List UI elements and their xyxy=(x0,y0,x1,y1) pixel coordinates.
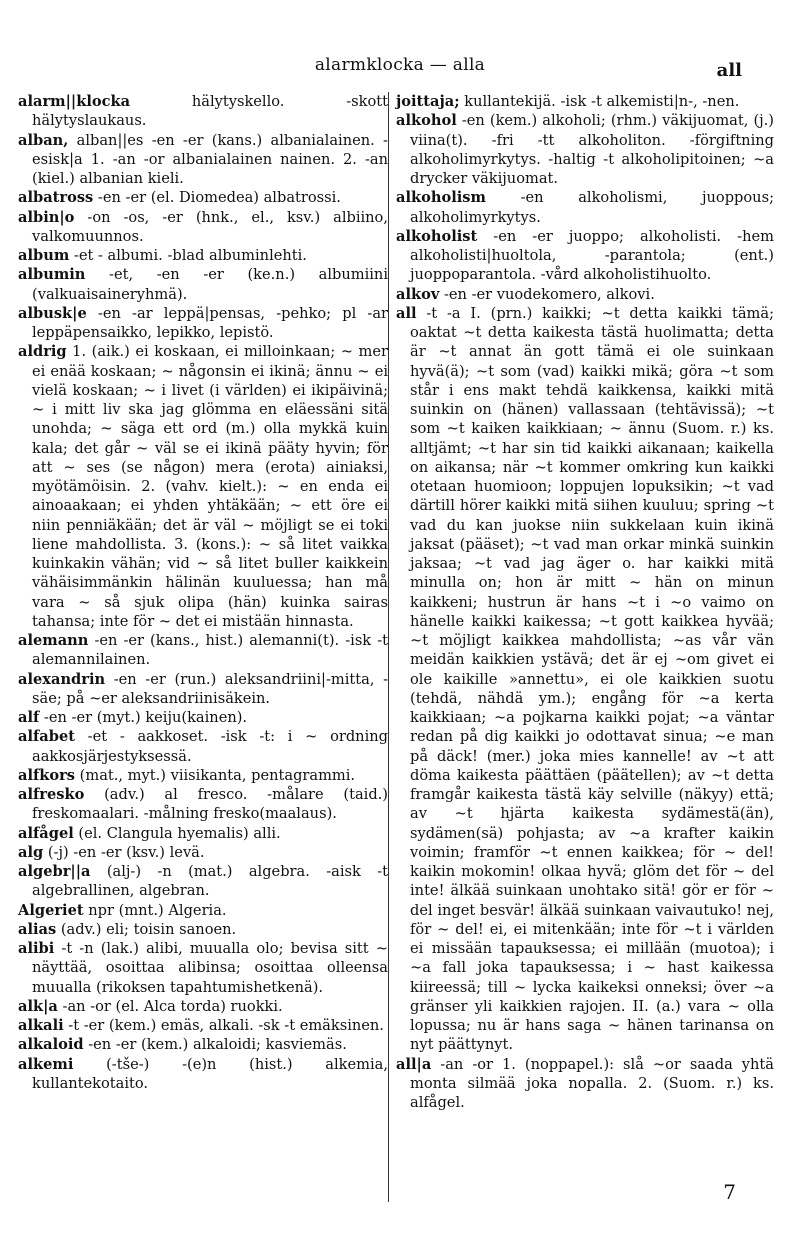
headword: alf xyxy=(18,709,40,726)
entry: alkoholism -en alkoholismi, juoppous; alkoholimyrkytys. xyxy=(396,189,774,226)
headword: alkov xyxy=(396,285,440,303)
entry: albusk|e -en -ar leppä|pensas, -pehko; pl -ar leppäpensaikko, lepikko, lepistö. xyxy=(18,304,388,341)
headword: all xyxy=(396,304,417,322)
entry: alkohol -en (kem.) alkoholi; (rhm.) väkijuomat, (j.) viina(t). -fri -tt alkoholiton. -förgiftning alkoholimyrkytys. -haltig -t alkoholipitoinen; ~a drycker väkijuomat. xyxy=(396,112,774,187)
entry: albatross -en -er (el. Diomedea) albatrossi. xyxy=(18,189,341,207)
right-column xyxy=(396,92,774,1112)
headword: alarm||klocka xyxy=(18,93,131,110)
entry: alkoholist -en -er juoppo; alkoholisti. -hem alkoholisti|huoltola, -parantola; (ent.) juoppoparantola. -vård alkoholistihuolto. xyxy=(396,227,774,284)
entry: all|a -an -or 1. (noppapel.): slå ~or saada yhtä monta silmää joka nopalla. 2. (Suom. r.) ks. alfågel. xyxy=(396,1055,774,1111)
entry: alfabet -et - aakkoset. -isk -t: i ~ ordning aakkosjärjestyksessä. xyxy=(18,728,388,765)
headword: alban, xyxy=(18,131,69,149)
column-divider xyxy=(388,92,389,1202)
headword: alexandrin xyxy=(18,670,106,688)
entry: alban, alban||es -en -er (kans.) albanialainen. -esisk|a 1. -an -or albanialainen nainen. 2. -an (kiel.) albanian kieli. xyxy=(18,131,388,187)
entry: albumin -et, -en -er (ke.n.) albumiini (valkuaisaineryhmä). xyxy=(18,266,388,303)
headword: album xyxy=(18,247,70,264)
entry: album -et - albumi. -blad albuminlehti. xyxy=(18,247,307,264)
headword: aldrig xyxy=(18,343,67,361)
headword: alibi xyxy=(18,940,55,957)
entry: alkali -t -er (kem.) emäs, alkali. -sk -t emäksinen. xyxy=(18,1017,384,1034)
entry: Algeriet npr (mnt.) Algeria. xyxy=(18,901,227,919)
headword: alfabet xyxy=(18,728,75,746)
headword: Algeriet xyxy=(18,901,84,919)
entry: alfresko (adv.) al fresco. -målare (taid.) freskomaalari. -målning fresko(maalaus). xyxy=(18,786,388,823)
headword: alias xyxy=(18,920,57,938)
headword: joittaja; xyxy=(396,93,460,110)
headword: albumin xyxy=(18,266,86,284)
headword: alfkors xyxy=(18,766,76,784)
entry: all -t -a I. (prn.) kaikki; ~t detta kaikki tämä; oaktat ~t detta kaikesta tästä huolimatta; detta är ~t annat än gott tämä ei ole suinkaan hyvä(ä); ~t som (vad) kaikki mikä; göra ~t som står i ens makt tehdä kaikkensa, kaikki mitä suinkin on (hänen) vallassaan (tehtävissä); ~t som ~t kaiken kaikkiaan; ~ ännu (Suom. r.) ks. alltjämt; ~t har sin tid kaikki aikanaan; kaikella on aikansa; när ~t kommer omkring kun kaikki otetaan huomioon; loppujen lopuksikin; ~t vad därtill hörer kaikki mitä siihen kuuluu; spring ~t vad du kan juokse niin sukkelaan kuin ikinä jaksat (pääset); ~t vad man orkar minkä suinkin jaksaa; ~t vad jag äger o. har kaikki mitä minulla on; hon är mitt ~ hän on minun kaikkeni; hustrun är hans ~t i ~o vaimo on hänelle kaikki kaikessa; ~t gott kaikkea hyvää; ~t möjligt kaikkea mahdollista; ~as vår vän meidän kaikkien ystävä; det är ej ~om givet ei ole kaikille »annettu», ei ole kaikkien suotu (tehdä, nähdä ym.); engång för ~a kerta kaikkiaan; ~a pojkarna kaikki pojat; ~a väntar redan på dig kaikki jo odottavat sinua; ~e man på däck! (mer.) joka mies kannelle! av ~t att döma kaikesta päättäen (päätellen); av ~t detta framgår kaikesta tästä käy selville (näkyy) että; av ~t hjärta kaikesta sydämestä(än), sydämen(sä) pohjasta; av ~a krafter kaikin voimin; framför ~t ennen kaikkea; för ~ del! kaikin mokomin! olkaa hyvä; glöm det för ~ del inte! älkää suinkaan unohtako sitä! gör er för ~ del inget besvär! älkää suinkaan vaivautuko! nej, för ~ del! ei, ei mitenkään; inte för ~t i världen ei missään tapauksessa; ei millään (muotoa); i ~a fall joka tapauksessa; i ~ hast kaikessa kiireessä; till ~ lycka kaikeksi onneksi; över ~a gränser yli kaikkien rajojen. II. (a.) vara ~ olla lopussa; nu är hans saga ~ hänen tarinansa on nyt päättynyt. xyxy=(396,304,774,1054)
left-column xyxy=(18,92,388,1093)
entry: alkemi (-tše-) -(e)n (hist.) alkemia, kullantekotaito. xyxy=(18,1055,388,1092)
entry: algebr||a (alj-) -n (mat.) algebra. -aisk -t algebrallinen, algebran. xyxy=(18,863,388,900)
headword: alg xyxy=(18,843,44,861)
entry: alkaloid -en -er (kem.) alkaloidi; kasviemäs. xyxy=(18,1036,347,1054)
headword: albin|o xyxy=(18,208,75,226)
headword: alkaloid xyxy=(18,1036,84,1054)
entry: alg (-j) -en -er (ksv.) levä. xyxy=(18,843,205,861)
headword: alemann xyxy=(18,632,89,649)
running-title: alarmklocka — alla xyxy=(314,55,486,75)
entry: alibi -t -n (lak.) alibi, muualla olo; bevisa sitt ~ näyttää, osoittaa alibinsa; osoittaa olleensa muualla (rikoksen tapahtumishetkenä). xyxy=(18,940,388,996)
entry: aldrig 1. (aik.) ei koskaan, ei milloinkaan; ~ mer ei enää koskaan; ~ någonsin ei ikinä; ännu ~ ei vielä koskaan; ~ i livet (i världen) ei ikipäivinä; ~ i mitt liv ska jag glömma en eläessäni sitä unohda; ~ säga ett ord (m.) olla mykkä kuin kala; det går ~ väl se ei ikinä pääty hyvin; för att ~ ses (se någon) mera (erota) ainiaksi, myötämöisin. 2. (vahv. kielt.): ~ en enda ei ainoaakaan; ei yhden yhtäkään; ~ ett öre ei niin penniäkään; det är väl ~ möjligt se ei toki liene mahdollista. 3. (kons.): ~ så litet vaikka kuinkakin vähän; vid ~ så litet buller kaikkein vähäisimmänkin hälinän kuuluessa; han må vara ~ så sjuk olipa (hän) kuinka sairas tahansa; inte för ~ det ei mistään hinnasta. xyxy=(18,343,388,630)
headword: algebr||a xyxy=(18,863,91,880)
headword: alkohol xyxy=(396,112,457,130)
headword: alfågel xyxy=(18,824,74,842)
entry: alemann -en -er (kans., hist.) alemanni(t). -isk -t alemannilainen. xyxy=(18,632,388,669)
guide-word: all xyxy=(716,60,742,81)
headword: alk|a xyxy=(18,997,58,1015)
headword: albusk|e xyxy=(18,304,87,322)
entry: joittaja; kullantekijä. -isk -t alkemisti|n-, -nen. xyxy=(396,93,740,110)
entry: albin|o -on -os, -er (hnk., el., ksv.) albiino, valkomuunnos. xyxy=(18,208,388,245)
entry: alias (adv.) eli; toisin sanoen. xyxy=(18,920,237,938)
entry: alexandrin -en -er (run.) aleksandriini|-mitta, -säe; på ~er aleksandriinisäkein. xyxy=(18,670,388,707)
entry: alkov -en -er vuodekomero, alkovi. xyxy=(396,285,655,303)
headword: alkoholism xyxy=(396,189,486,207)
page-number: 7 xyxy=(723,1180,736,1204)
headword: all|a xyxy=(396,1055,432,1073)
headword: alfresko xyxy=(18,786,85,803)
headword: alkali xyxy=(18,1017,64,1034)
entry: alk|a -an -or (el. Alca torda) ruokki. xyxy=(18,997,283,1015)
headword: albatross xyxy=(18,189,94,207)
headword: alkemi xyxy=(18,1055,74,1073)
entry: alfkors (mat., myt.) viisikanta, pentagrammi. xyxy=(18,766,356,784)
entry: alfågel (el. Clangula hyemalis) alli. xyxy=(18,824,281,842)
headword: alkoholist xyxy=(396,227,478,245)
entry: alf -en -er (myt.) keiju(kainen). xyxy=(18,709,248,726)
entry: alarm||klocka hälytyskello. -skott hälytyslaukaus. xyxy=(18,93,388,130)
